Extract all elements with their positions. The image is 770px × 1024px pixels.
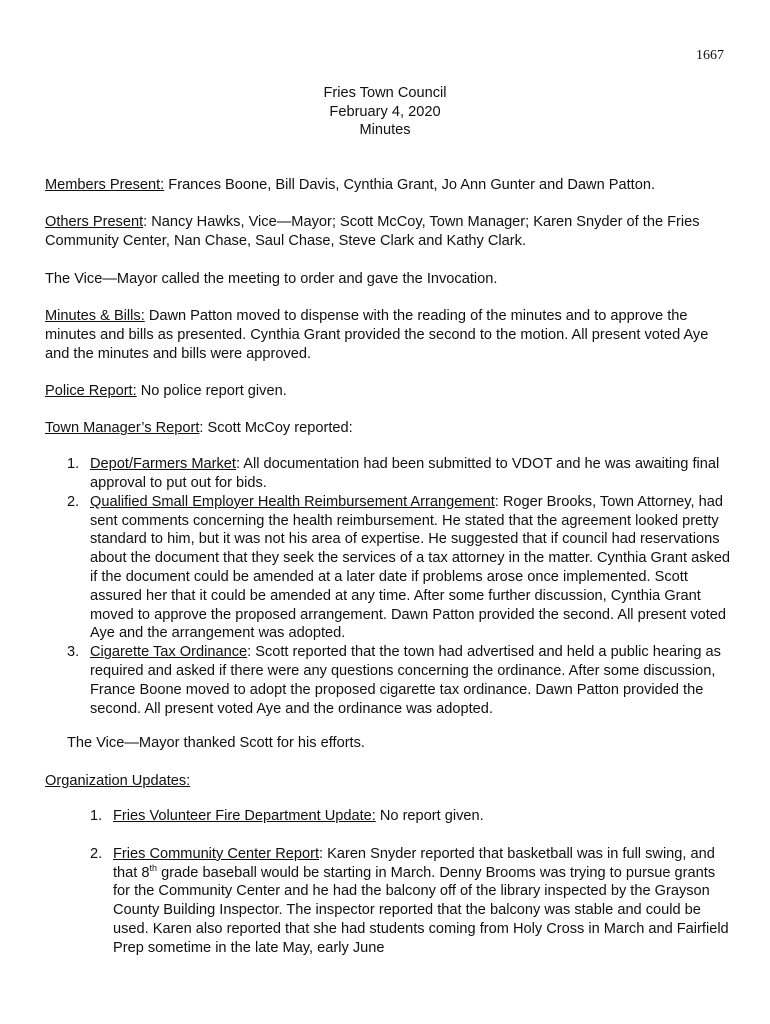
minutes-body [45, 176, 735, 976]
list-item-text: No report given. [375, 808, 484, 825]
vice-mayor-thanks: The Vice—Mayor thanked Scott for his efforts. [67, 735, 365, 752]
list-item [45, 455, 735, 493]
list-item [45, 807, 735, 826]
list-item-text-continued: grade baseball would be starting in March. Denny Brooms was trying to pursue grants for the Community Center and he had the balcony off of the library inspected by the Grayson County Building Inspector. The inspector reported that the balcony was stable and could be used. Karen also reported that she had students coming from Holy Cross in March and Fairfield Prep sometime in the late May, early June [113, 864, 729, 956]
list-item-text: : Scott reported that the town had advertised and held a public hearing as required and asked if there were any questions concerning the ordinance. After some discussion, France Boone moved to adopt the proposed cigarette tax ordinance. Dawn Patton provided the second. All present voted Aye and the ordinance was adopted. [90, 644, 721, 717]
police-report-label: Police Report: [45, 382, 137, 399]
list-item [45, 845, 735, 958]
list-item-text: : Karen Snyder reported that basketball was in full swing, and that 8 [113, 845, 715, 881]
town-manager-report-text: : Scott McCoy reported: [199, 420, 353, 437]
list-item-label: Depot/Farmers Market [90, 456, 236, 473]
minutes-bills-label: Minutes & Bills: [45, 307, 145, 324]
town-manager-report-label: Town Manager’s Report [45, 420, 200, 437]
minutes-bills [45, 307, 735, 363]
ordinal-suffix: th [149, 862, 158, 873]
others-present-label: Others Present [45, 214, 144, 231]
list-item-number: 2. [90, 845, 103, 862]
members-present [45, 176, 735, 195]
police-report [45, 382, 735, 401]
list-item-number: 2. [67, 493, 80, 510]
list-item [45, 493, 735, 643]
minutes-bills-text: Dawn Patton moved to dispense with the reading of the minutes and to approve the minutes and bills as presented. Cynthia Grant provided the second to the motion. All present voted Aye and the minutes and bills were approved. [45, 307, 709, 362]
manager-report-list [45, 455, 735, 718]
organization-updates-heading [45, 772, 735, 791]
list-item [45, 643, 735, 718]
members-present-label: Members Present: [45, 177, 165, 193]
organization-updates-list [45, 807, 735, 957]
document-header [0, 84, 770, 140]
list-item-label: Cigarette Tax Ordinance [90, 644, 248, 661]
call-to-order: The Vice—Mayor called the meeting to order and gave the Invocation. [45, 270, 498, 287]
others-present [45, 213, 735, 251]
meeting-date: February 4, 2020 [329, 103, 441, 120]
council-title: Fries Town Council [323, 85, 447, 101]
list-item-number: 1. [67, 456, 80, 473]
list-item-label: Fries Community Center Report [113, 845, 319, 862]
members-present-text: Frances Boone, Bill Davis, Cynthia Grant, Jo Ann Gunter and Dawn Patton. [164, 177, 655, 193]
list-item-text: : Roger Brooks, Town Attorney, had sent comments concerning the health reimbursement. He stated that the agreement looked pretty standard to him, but it was not his area of expertise. He suggested that if council had reservations about the document that they seek the services of a tax attorney in the matter. Cynthia Grant asked if the document could be amended at a later date if problems arose once implemented. Scott assured her that it could be amended at any time. After some further discussion, Cynthia Grant moved to approve the proposed arrangement. Dawn Patton provided the second. All present voted Aye and the arrangement was adopted. [90, 493, 731, 642]
page-number: 1667 [696, 48, 724, 63]
list-item-label: Qualified Small Employer Health Reimbursement Arrangement [90, 493, 495, 510]
police-report-text: No police report given. [136, 382, 287, 399]
list-item-label: Fries Volunteer Fire Department Update: [113, 808, 376, 825]
organization-updates-label: Organization Updates: [45, 772, 191, 789]
list-item-number: 3. [67, 644, 80, 661]
list-item-text: : All documentation had been submitted to VDOT and he was awaiting final approval to put out for bids. [90, 456, 720, 491]
list-item-number: 1. [90, 808, 103, 825]
document-subtitle: Minutes [359, 122, 411, 139]
others-present-text: : Nancy Hawks, Vice—Mayor; Scott McCoy, Town Manager; Karen Snyder of the Fries Community Center, Nan Chase, Saul Chase, Steve Clark and Kathy Clark. [45, 214, 700, 250]
town-manager-report [45, 419, 735, 438]
